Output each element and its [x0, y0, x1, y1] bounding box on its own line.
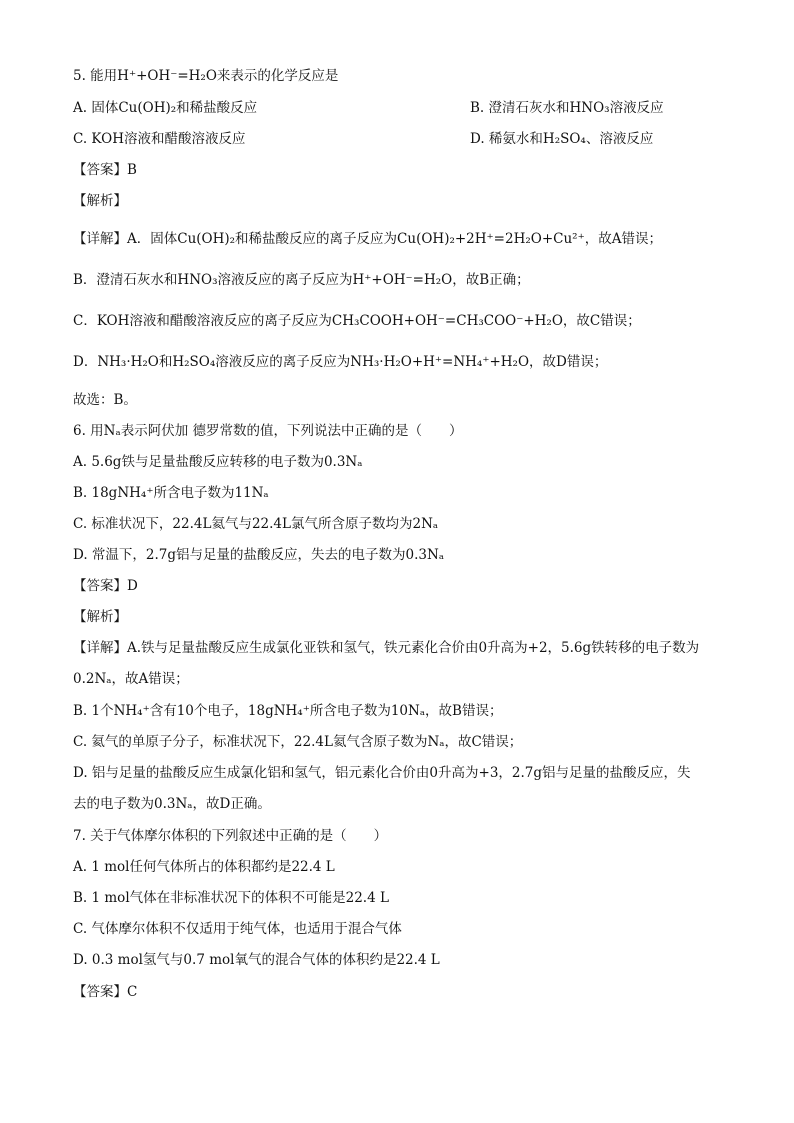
q6-option-a: A. 5.6g铁与足量盐酸反应转移的电子数为0.3Nₐ [73, 454, 363, 470]
q5-option-d: D. 稀氨水和H₂SO₄、溶液反应 [470, 131, 654, 147]
q6-answer: 【答案】D [73, 578, 138, 594]
q5-option-c: C. KOH溶液和醋酸溶液反应 [73, 131, 246, 147]
q7-option-c: C. 气体摩尔体积不仅适用于纯气体，也适用于混合气体 [73, 921, 402, 937]
q6-option-b: B. 18gNH₄⁺所含电子数为11Nₐ [73, 485, 269, 501]
q5-detail-c: C．KOH溶液和醋酸溶液反应的离子反应为CH₃COOH+OH⁻=CH₃COO⁻+H₂O，故C错误； [73, 313, 641, 329]
q6-option-c: C. 标准状况下，22.4L氦气与22.4L氯气所含原子数均为2Nₐ [73, 516, 439, 532]
q7-option-b: B. 1 mol气体在非标准状况下的体积不可能是22.4 L [73, 890, 389, 906]
q5-analysis-heading: 【解析】 [73, 193, 127, 209]
q7-option-a: A. 1 mol任何气体所占的体积都约是22.4 L [73, 859, 335, 875]
q6-detail-c: C. 氦气的单原子分子，标准状况下，22.4L氦气含原子数为Nₐ，故C错误； [73, 734, 523, 750]
q5-options-row2 [73, 129, 734, 149]
q6-detail-b: B. 1个NH₄⁺含有10个电子，18gNH₄⁺所含电子数为10Nₐ，故B错误； [73, 703, 503, 719]
q6-detail-d-line2: 去的电子数为0.3Nₐ，故D正确。 [73, 796, 271, 812]
q5-options-row1 [73, 98, 734, 118]
q6-option-d: D. 常温下，2.7g铝与足量的盐酸反应，失去的电子数为0.3Nₐ [73, 547, 445, 563]
q5-option-a: A. 固体Cu(OH)₂和稀盐酸反应 [73, 100, 258, 116]
q6-detail-d-line1: D. 铝与足量的盐酸反应生成氯化铝和氢气，铝元素化合价由0升高为+3，2.7g铝与足量的盐酸反应，失 [73, 765, 691, 781]
q7-stem: 7. 关于气体摩尔体积的下列叙述中正确的是（ ） [73, 828, 388, 844]
q6-analysis-heading: 【解析】 [73, 609, 127, 625]
q7-answer: 【答案】C [73, 984, 138, 1000]
q5-detail-a: 【详解】A．固体Cu(OH)₂和稀盐酸反应的离子反应为Cu(OH)₂+2H⁺=2H₂O+Cu²⁺，故A错误； [73, 231, 662, 247]
q6-stem: 6. 用Nₐ表示阿伏加 德罗常数的值，下列说法中正确的是（ ） [73, 423, 463, 439]
q5-detail-d: D．NH₃·H₂O和H₂SO₄溶液反应的离子反应为NH₃·H₂O+H⁺=NH₄⁺+H₂O，故D错误； [73, 354, 608, 370]
q5-conclusion: 故选：B。 [73, 392, 137, 408]
q5-detail-b: B．澄清石灰水和HNO₃溶液反应的离子反应为H⁺+OH⁻=H₂O，故B正确； [73, 272, 530, 288]
q7-option-d: D. 0.3 mol氢气与0.7 mol氧气的混合气体的体积约是22.4 L [73, 952, 440, 968]
q5-option-b: B. 澄清石灰水和HNO₃溶液反应 [470, 100, 664, 116]
q6-detail-a-line2: 0.2Nₐ，故A错误； [73, 671, 189, 687]
q6-detail-a-line1: 【详解】A.铁与足量盐酸反应生成氯化亚铁和氢气，铁元素化合价由0升高为+2，5.6g铁转移的电子数为 [73, 640, 700, 656]
q5-stem: 5. 能用H⁺+OH⁻=H₂O来表示的化学反应是 [73, 68, 339, 84]
q5-answer: 【答案】B [73, 162, 137, 178]
